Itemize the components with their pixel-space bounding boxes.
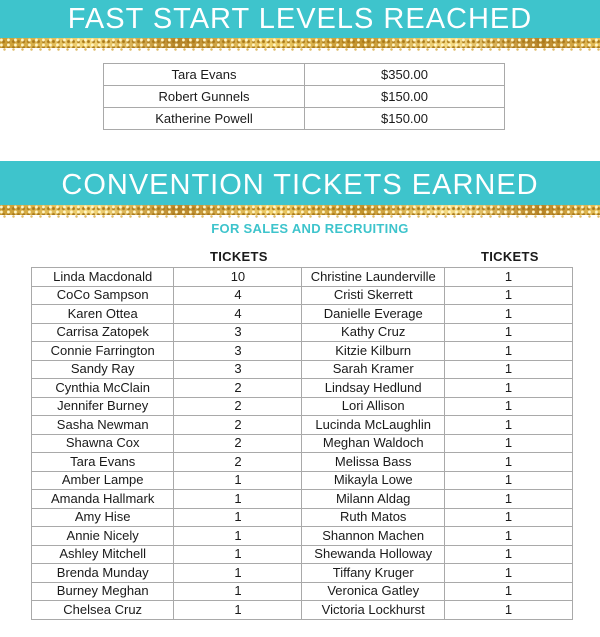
tickets-cell: 4 <box>174 286 302 305</box>
name-cell: Annie Nicely <box>32 527 174 546</box>
tickets-cell: 1 <box>174 601 302 620</box>
tickets-cell: 1 <box>444 323 572 342</box>
tickets-cell: 10 <box>174 268 302 287</box>
table-row <box>32 323 573 342</box>
name-cell: Lori Allison <box>302 397 444 416</box>
tickets-cell: 4 <box>174 305 302 324</box>
tickets-cell: 2 <box>174 434 302 453</box>
tickets-cell: 1 <box>444 490 572 509</box>
table-row <box>32 601 573 620</box>
name-cell: Tara Evans <box>104 64 305 86</box>
table-row <box>104 108 505 130</box>
name-cell: Kathy Cruz <box>302 323 444 342</box>
tickets-cell: 2 <box>174 397 302 416</box>
name-cell: Sarah Kramer <box>302 360 444 379</box>
name-cell: Cristi Skerrett <box>302 286 444 305</box>
table-row <box>32 416 573 435</box>
name-cell: Amber Lampe <box>32 471 174 490</box>
convention-subtitle: FOR SALES AND RECRUITING <box>211 221 409 236</box>
tickets-cell: 1 <box>444 268 572 287</box>
tickets-cell: 2 <box>174 416 302 435</box>
table-row <box>32 434 573 453</box>
name-cell: Shawna Cox <box>32 434 174 453</box>
glitter-divider <box>0 38 600 48</box>
table-row <box>32 508 573 527</box>
name-cell: Mikayla Lowe <box>302 471 444 490</box>
tickets-cell: 1 <box>444 379 572 398</box>
glitter-divider <box>0 205 600 215</box>
name-cell: Veronica Gatley <box>302 582 444 601</box>
name-cell: Brenda Munday <box>32 564 174 583</box>
tickets-column-header: TICKETS <box>481 249 539 264</box>
name-cell: Ashley Mitchell <box>32 545 174 564</box>
name-cell: Chelsea Cruz <box>32 601 174 620</box>
convention-tickets-table <box>31 267 573 620</box>
tickets-cell: 1 <box>174 471 302 490</box>
tickets-cell: 1 <box>444 582 572 601</box>
amount-cell: $150.00 <box>305 86 505 108</box>
fast-start-title: FAST START LEVELS REACHED <box>67 3 533 35</box>
table-row <box>32 527 573 546</box>
name-cell: Danielle Everage <box>302 305 444 324</box>
name-cell: Shannon Machen <box>302 527 444 546</box>
table-row <box>32 397 573 416</box>
name-cell: Christine Launderville <box>302 268 444 287</box>
tickets-cell: 1 <box>444 397 572 416</box>
name-cell: Katherine Powell <box>104 108 305 130</box>
table-row <box>32 305 573 324</box>
name-cell: Cynthia McClain <box>32 379 174 398</box>
amount-cell: $150.00 <box>305 108 505 130</box>
name-cell: Amy Hise <box>32 508 174 527</box>
name-cell: Jennifer Burney <box>32 397 174 416</box>
table-row <box>32 564 573 583</box>
name-cell: Milann Aldag <box>302 490 444 509</box>
name-cell: Robert Gunnels <box>104 86 305 108</box>
table-row <box>32 490 573 509</box>
table-row <box>32 342 573 361</box>
name-cell: Tiffany Kruger <box>302 564 444 583</box>
table-row <box>32 453 573 472</box>
name-cell: Shewanda Holloway <box>302 545 444 564</box>
table-row <box>32 286 573 305</box>
name-cell: Tara Evans <box>32 453 174 472</box>
table-row <box>32 471 573 490</box>
tickets-cell: 1 <box>444 527 572 546</box>
name-cell: Connie Farrington <box>32 342 174 361</box>
name-cell: Sasha Newman <box>32 416 174 435</box>
fast-start-banner <box>0 0 600 38</box>
tickets-cell: 3 <box>174 323 302 342</box>
tickets-cell: 3 <box>174 342 302 361</box>
convention-banner <box>0 161 600 207</box>
tickets-cell: 1 <box>444 416 572 435</box>
name-cell: Sandy Ray <box>32 360 174 379</box>
table-row <box>32 268 573 287</box>
name-cell: Karen Ottea <box>32 305 174 324</box>
tickets-cell: 1 <box>444 564 572 583</box>
table-row <box>104 86 505 108</box>
tickets-cell: 1 <box>444 508 572 527</box>
table-row <box>104 64 505 86</box>
name-cell: Carrisa Zatopek <box>32 323 174 342</box>
name-cell: Victoria Lockhurst <box>302 601 444 620</box>
fast-start-table <box>103 63 505 130</box>
tickets-cell: 1 <box>174 508 302 527</box>
name-cell: Ruth Matos <box>302 508 444 527</box>
table-row <box>32 379 573 398</box>
name-cell: Kitzie Kilburn <box>302 342 444 361</box>
tickets-cell: 1 <box>444 471 572 490</box>
tickets-cell: 2 <box>174 379 302 398</box>
tickets-cell: 1 <box>444 434 572 453</box>
name-cell: Meghan Waldoch <box>302 434 444 453</box>
table-row <box>32 360 573 379</box>
tickets-cell: 1 <box>174 564 302 583</box>
tickets-cell: 1 <box>174 490 302 509</box>
tickets-cell: 3 <box>174 360 302 379</box>
name-cell: Lucinda McLaughlin <box>302 416 444 435</box>
name-cell: Amanda Hallmark <box>32 490 174 509</box>
tickets-cell: 1 <box>444 342 572 361</box>
tickets-cell: 1 <box>174 582 302 601</box>
tickets-cell: 1 <box>444 601 572 620</box>
name-cell: Linda Macdonald <box>32 268 174 287</box>
name-cell: CoCo Sampson <box>32 286 174 305</box>
table-row <box>32 545 573 564</box>
tickets-cell: 1 <box>444 453 572 472</box>
tickets-cell: 1 <box>444 545 572 564</box>
tickets-cell: 1 <box>174 527 302 546</box>
tickets-cell: 1 <box>444 305 572 324</box>
tickets-column-header: TICKETS <box>210 249 268 264</box>
tickets-cell: 1 <box>444 286 572 305</box>
amount-cell: $350.00 <box>305 64 505 86</box>
tickets-cell: 1 <box>444 360 572 379</box>
table-row <box>32 582 573 601</box>
name-cell: Lindsay Hedlund <box>302 379 444 398</box>
name-cell: Burney Meghan <box>32 582 174 601</box>
tickets-cell: 1 <box>174 545 302 564</box>
name-cell: Melissa Bass <box>302 453 444 472</box>
convention-title: CONVENTION TICKETS EARNED <box>61 169 539 201</box>
tickets-cell: 2 <box>174 453 302 472</box>
